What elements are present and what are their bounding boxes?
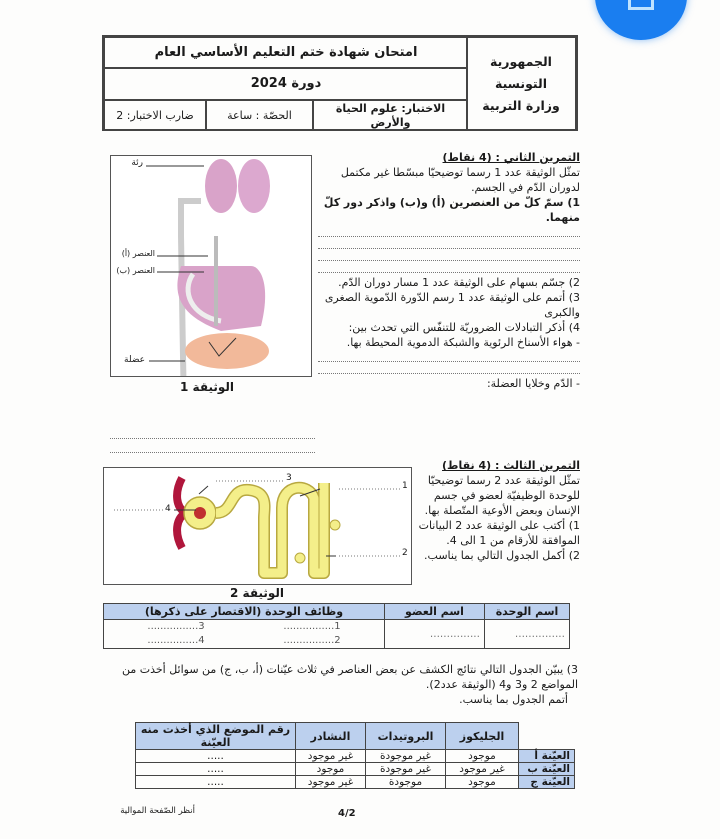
empty-corner — [519, 723, 575, 750]
answer-line[interactable] — [110, 452, 315, 453]
cell: غير موجود — [296, 776, 366, 789]
cell: غير موجودة — [366, 750, 446, 763]
exercise-3-question-1: 1) أكتب على الوثيقة عدد 2 البيانات الموافقة للأرقام من 1 الى 4. — [418, 519, 580, 547]
cell: غير موجودة — [366, 763, 446, 776]
col-proteins: البروتيدات — [366, 723, 446, 750]
function-number: 1 — [334, 621, 341, 632]
table-row — [136, 776, 575, 789]
table-row — [136, 763, 575, 776]
document-2-caption: الوثيقة 2 — [230, 586, 284, 600]
exam-header — [102, 35, 578, 131]
cell: موجود — [296, 763, 366, 776]
exam-title: امتحان شهادة ختم التعليم الأساسي العام — [104, 37, 468, 68]
col-functions: وظائف الوحدة (الاقتصار على ذكرها) — [104, 604, 385, 620]
col-unit-name: اسم الوحدة — [485, 604, 570, 620]
col-organ-name: اسم العضو — [385, 604, 485, 620]
col-glucose: الجليكوز — [446, 723, 519, 750]
republic: الجمهورية التونسية — [490, 54, 552, 91]
cell: غير موجود — [446, 763, 519, 776]
duration: الحصّة : ساعة — [206, 100, 313, 131]
exercise-2 — [318, 150, 580, 391]
label-4: 4 — [165, 504, 171, 514]
answer-line[interactable] — [318, 362, 580, 374]
unit-table — [103, 603, 570, 649]
question-2: 2) جسّم بسهام على الوثيقة عدد 1 مسار دوران الدّم. — [338, 276, 580, 289]
question-4a: - هواء الأسناخ الرئوية والشبكة الدموية المحيطة بها. — [346, 336, 580, 349]
label-element-b: العنصر (ب) — [116, 266, 155, 275]
label-3: 3 — [286, 473, 292, 483]
exercise-3-intro: تمثّل الوثيقة عدد 2 رسما توضيحيّا للوحدة الوظيفيّة لعضو في جسم الإنسان وبعض الأوعية المتّصلة بها. — [424, 474, 580, 517]
cell: موجود — [446, 750, 519, 763]
subject: الاختبار: علوم الحياة والأرض — [313, 100, 468, 131]
row-label: العيّنة ج — [519, 776, 575, 789]
question-4: 4) أذكر التبادلات الضروريّة للتنفّس التي تحدث بين: — [348, 321, 580, 334]
col-location: رقم الموضع الذي أخذت منه العيّنة — [136, 723, 296, 750]
function-number: 3 — [198, 621, 205, 632]
answer-line[interactable] — [318, 249, 580, 261]
exercise-3-question-3b: أتمم الجدول بما يناسب. — [459, 693, 568, 706]
session: دورة 2024 — [104, 68, 468, 100]
ministry: وزارة التربية — [482, 98, 560, 113]
floating-action-button[interactable] — [595, 0, 687, 40]
exercise-2-title: التمرين الثاني : (4 نقاط) — [442, 151, 580, 164]
document-1-figure — [110, 155, 312, 377]
question-1: 1) سمّ كلّ من العنصرين (أ) و(ب) واذكر دور كلّ منهما. — [323, 196, 580, 224]
location-answer-cell[interactable]: ..... — [136, 776, 296, 789]
cell: موجودة — [366, 776, 446, 789]
label-muscle: عضلة — [124, 355, 145, 365]
answer-line[interactable] — [318, 225, 580, 237]
answer-line[interactable] — [318, 237, 580, 249]
location-answer-cell[interactable]: ..... — [136, 763, 296, 776]
row-label: العيّنة أ — [519, 750, 575, 763]
cell: موجود — [446, 776, 519, 789]
samples-table — [135, 722, 575, 789]
exercise-2-intro: تمثّل الوثيقة عدد 1 رسما توضيحيّا مبسّطا غير مكتمل لدوران الدّم في الجسم. — [340, 166, 580, 194]
tray-icon — [628, 0, 654, 10]
organ-name-cell[interactable]: ............... — [385, 620, 485, 649]
label-1: 1 — [402, 481, 408, 491]
answer-line[interactable] — [110, 438, 315, 439]
exercise-3 — [416, 458, 580, 563]
question-4b: - الدّم وخلايا العضلة: — [486, 377, 580, 390]
cell: غير موجود — [296, 750, 366, 763]
nephron-diagram — [104, 468, 411, 584]
document-2-figure — [103, 467, 412, 585]
exercise-3-title: التمرين الثالث : (4 نقاط) — [442, 459, 580, 472]
exercise-3-question-3: 3) يبيّن الجدول التالي نتائج الكشف عن بعض العناصر في ثلاث عيّنات (أ، ب، ج) من سوائل أخذت من المواضع 2 و3 و4 (الوثيقة عدد2). — [121, 663, 578, 691]
function-number: 2 — [334, 635, 341, 646]
location-answer-cell[interactable]: ..... — [136, 750, 296, 763]
label-2: 2 — [402, 548, 408, 558]
table-row — [136, 750, 575, 763]
answer-line[interactable] — [318, 261, 580, 273]
functions-cell[interactable]: 1................ 3................ 2................ 4................ — [104, 620, 385, 649]
coefficient: ضارب الاختبار: 2 — [104, 100, 206, 131]
question-3: 3) أتمم على الوثيقة عدد 1 رسم الدّورة الدّموية الصغرى والكبرى — [324, 291, 580, 319]
unit-name-cell[interactable]: ............... — [485, 620, 570, 649]
row-label: العيّنة ب — [519, 763, 575, 776]
exercise-3-question-3-block — [105, 662, 578, 707]
page-number: 4/2 — [338, 808, 356, 819]
label-lung: رئة — [131, 158, 143, 168]
document-1-caption: الوثيقة 1 — [180, 380, 234, 394]
label-element-a: العنصر (أ) — [121, 249, 155, 258]
col-ammonia: النشادر — [296, 723, 366, 750]
function-number: 4 — [198, 635, 205, 646]
exercise-3-question-2: 2) أكمل الجدول التالي بما يناسب. — [424, 549, 580, 562]
answer-line[interactable] — [318, 350, 580, 362]
next-page-note: أنظر الصّفحة الموالية — [120, 806, 195, 816]
